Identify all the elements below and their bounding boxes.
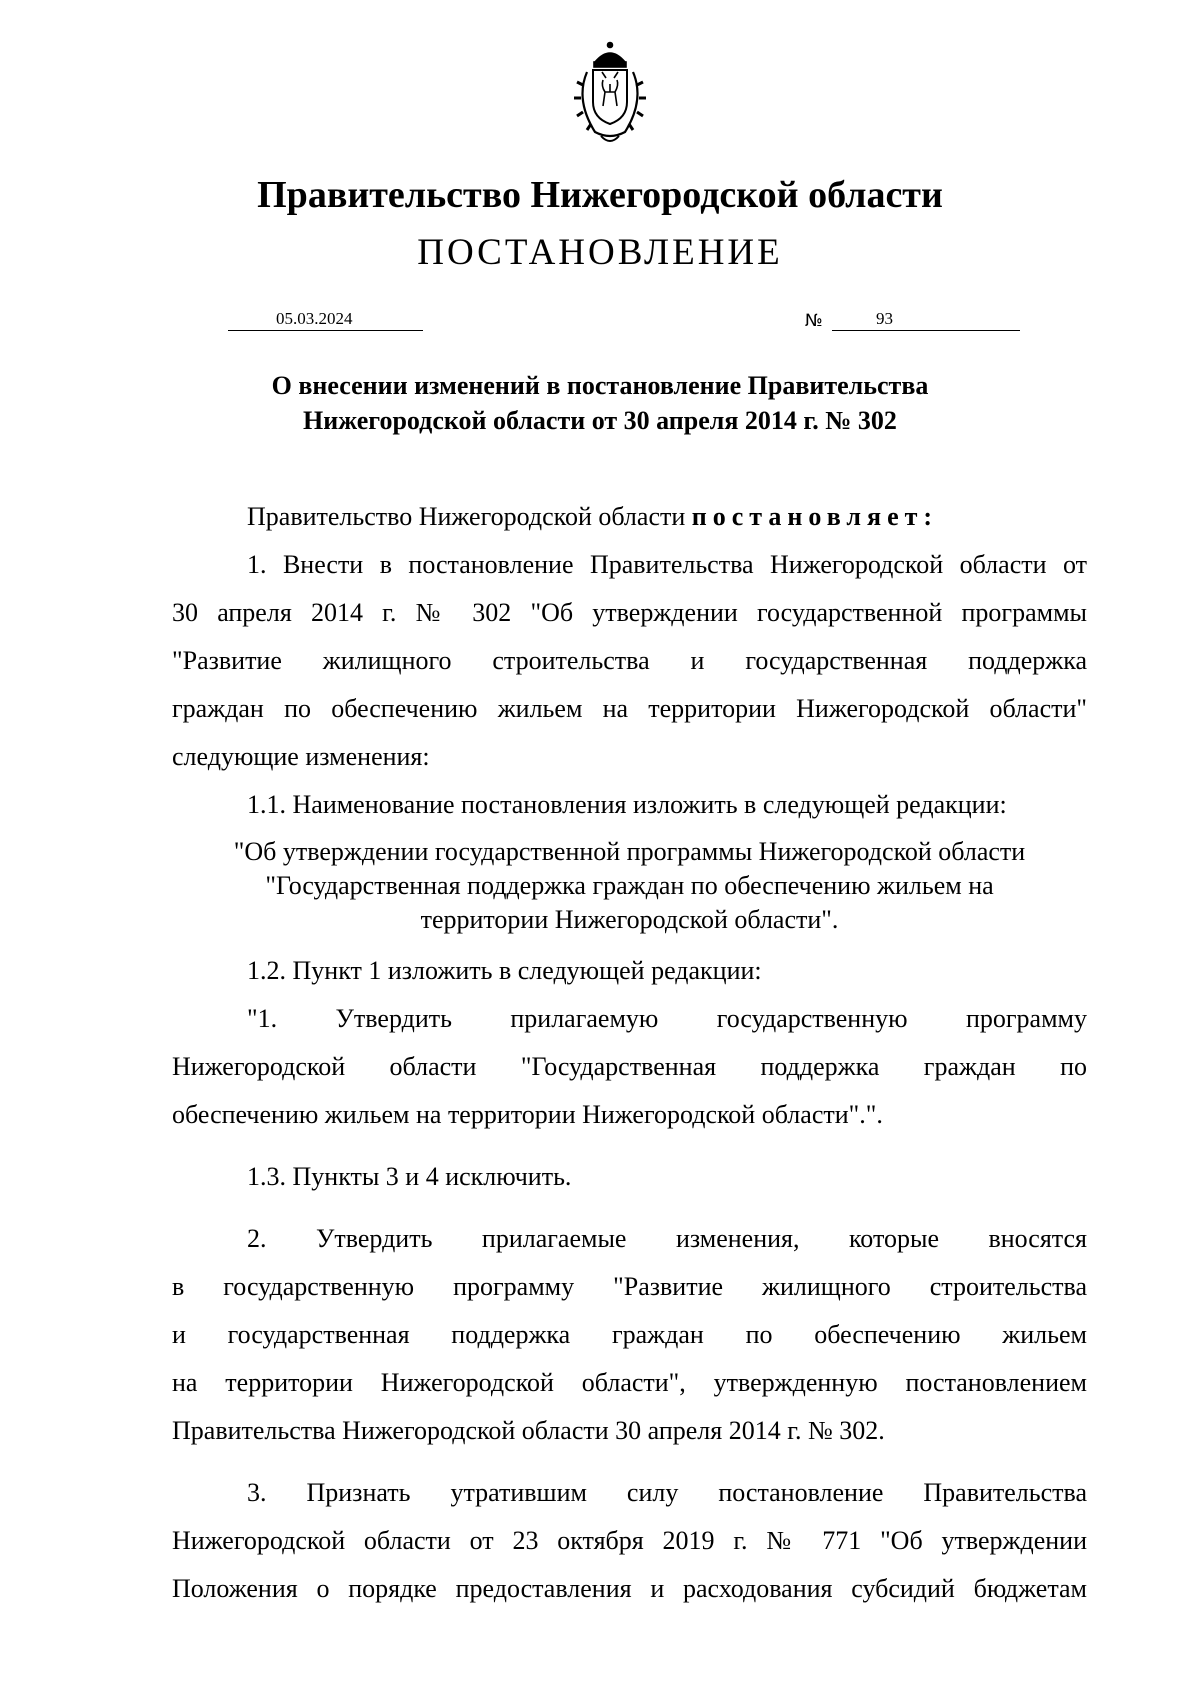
paragraph-line: обеспечению жильем на территории Нижегородской области".". — [172, 1100, 883, 1129]
preamble-text: Правительство Нижегородской области — [247, 502, 692, 531]
paragraph-line: "1. Утвердить прилагаемую государственную программу — [247, 1004, 1087, 1033]
preamble — [172, 493, 1087, 541]
quote-line: территории Нижегородской области". — [420, 905, 839, 934]
subject-line: Нижегородской области от 30 апреля 2014 г. № 302 — [303, 406, 897, 435]
paragraph-line: 1.3. Пункты 3 и 4 исключить. — [247, 1162, 572, 1191]
document-date: 05.03.2024 — [228, 308, 423, 331]
coat-of-arms-emblem — [565, 40, 655, 150]
government-title: Правительство Нижегородской области — [257, 174, 943, 216]
paragraph-line: граждан по обеспечению жильем на территории Нижегородской области" — [172, 694, 1087, 723]
paragraph-line: 2. Утвердить прилагаемые изменения, которые вносятся — [247, 1224, 1087, 1253]
paragraph-line: Нижегородской области "Государственная поддержка граждан по — [172, 1052, 1087, 1081]
paragraph-line: "Развитие жилищного строительства и государственная поддержка — [172, 646, 1087, 675]
paragraph-line: в государственную программу "Развитие жилищного строительства — [172, 1272, 1087, 1301]
document-subject — [0, 368, 1200, 438]
paragraph-line: и государственная поддержка граждан по обеспечению жильем — [172, 1320, 1087, 1349]
quote-line: "Об утверждении государственной программы Нижегородской области — [233, 837, 1026, 866]
quote-line: "Государственная поддержка граждан по обеспечению жильем на — [265, 871, 994, 900]
paragraph-line: 1.2. Пункт 1 изложить в следующей редакции: — [247, 956, 762, 985]
paragraph-line: 30 апреля 2014 г. № 302 "Об утверждении государственной программы — [172, 598, 1087, 627]
paragraph-line: на территории Нижегородской области", утвержденную постановлением — [172, 1368, 1087, 1397]
preamble-verb: постановляет: — [691, 502, 939, 531]
paragraph-line: 3. Признать утратившим силу постановление Правительства — [247, 1478, 1087, 1507]
document-number: 93 — [832, 308, 1020, 331]
document-body — [172, 493, 1087, 1613]
paragraph-line: 1.1. Наименование постановления изложить в следующей редакции: — [247, 790, 1007, 819]
number-sign: № — [805, 311, 823, 331]
subject-line: О внесении изменений в постановление Правительства — [271, 371, 929, 400]
paragraph-line: 1. Внести в постановление Правительства Нижегородской области от — [247, 550, 1087, 579]
quoted-title — [172, 835, 1087, 937]
paragraph-line: следующие изменения: — [172, 742, 430, 771]
paragraph-line: Правительства Нижегородской области 30 апреля 2014 г. № 302. — [172, 1416, 885, 1445]
paragraph-line: Положения о порядке предоставления и расходования субсидий бюджетам — [172, 1574, 1087, 1603]
document-kind: ПОСТАНОВЛЕНИЕ — [417, 232, 783, 273]
paragraph-line: Нижегородской области от 23 октября 2019 г. № 771 "Об утверждении — [172, 1526, 1087, 1555]
